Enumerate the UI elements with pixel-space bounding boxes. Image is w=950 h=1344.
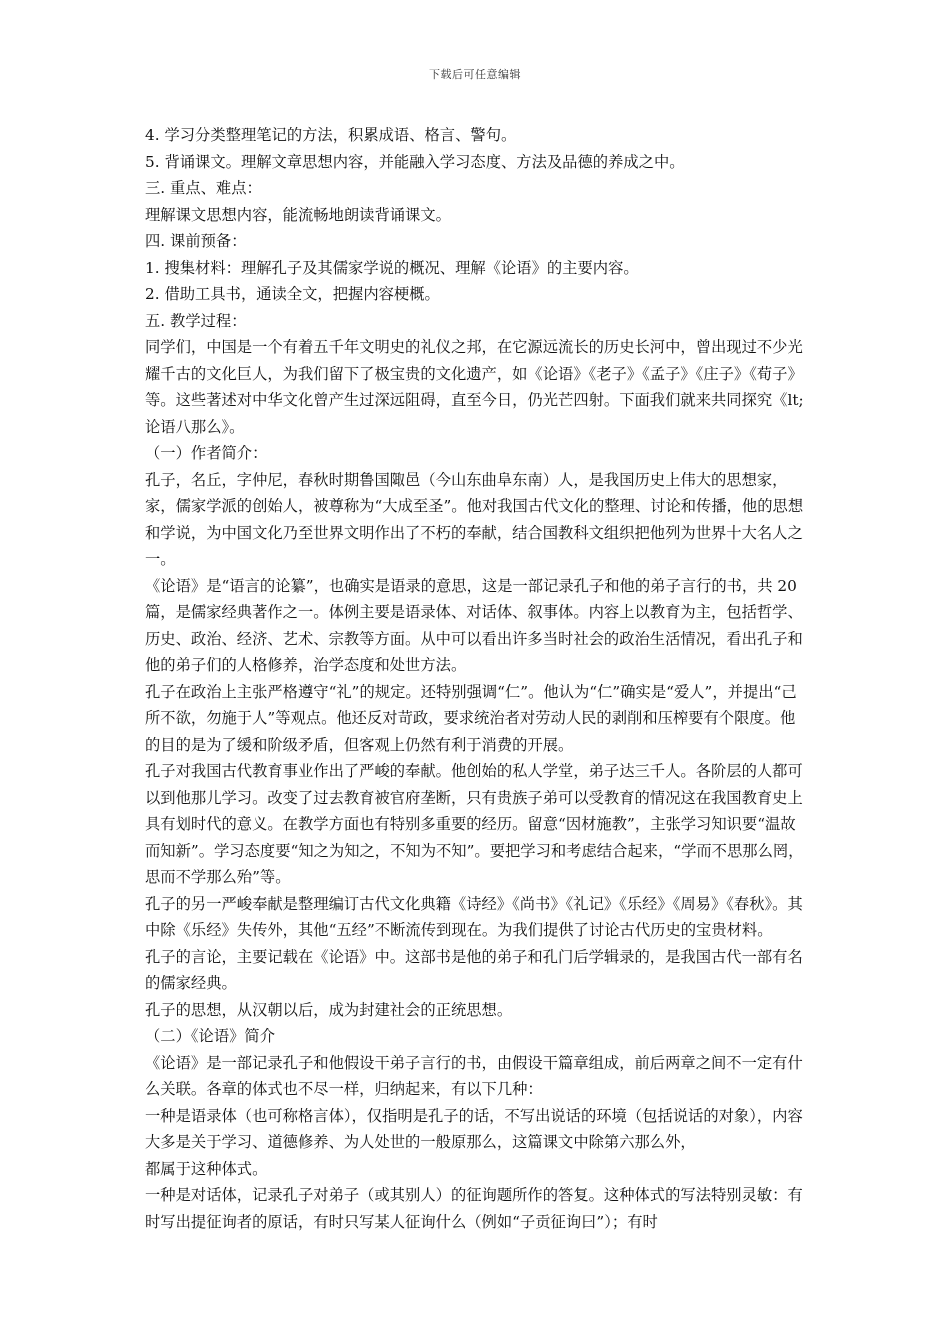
page-header: 下载后可任意编辑 [429,68,521,81]
paragraph: 一种是语录体（也可称格言体），仅指明是孔子的话，不写出说话的环境（包括说话的对象），内容大多是关于学习、道德修养、为人处世的一般原那么，这篇课文中除第六那么外， [145,1106,803,1151]
section-heading-preparation: 四. 课前预备： [145,232,247,250]
paragraph: 孔子的思想，从汉朝以后，成为封建社会的正统思想。 [145,1000,513,1019]
paragraph: 《论语》是一部记录孔子和他假设干弟子言行的书，由假设干篇章组成，前后两章之间不一定有什么关联。各章的体式也不尽一样，归纳起来，有以下几种： [145,1053,803,1098]
paragraph: 孔子的言论，主要记载在《论语》中。这部书是他的弟子和孔门后学辑录的，是我国古代一部有名的儒家经典。 [145,947,803,992]
list-item-4: 4. 学习分类整理笔记的方法，积累成语、格言、警句。 [145,126,517,144]
paragraph: 孔子的另一严峻奉献是整理编订古代文化典籍《诗经》《尚书》《礼记》《乐经》《周易》《春秋》。其中除《乐经》失传外，其他“五经”不断流传到现在。为我们提供了讨论古代历史的宝贵材料。 [145,894,803,939]
paragraph: 理解课文思想内容，能流畅地朗读背诵课文。 [145,205,451,224]
paragraph: 孔子在政治上主张严格遵守“礼”的规定。还特别强调“仁”。他认为“仁”确实是“爱人”，并提出“己所不欲，勿施于人”等观点。他还反对苛政，要求统治者对劳动人民的剥削和压榨要有个限度。他的目的是为了缓和阶级矛盾，但客观上仍然有利于消费的开展。 [145,682,797,754]
paragraph: 《论语》是“语言的论纂”，也确实是语录的意思，这是一部记录孔子和他的弟子言行的书，共 20 篇，是儒家经典著作之一。体例主要是语录体、对话体、叙事体。内容上以教育为主，包括哲学、历史、政治、经济、艺术、宗教等方面。从中可以看出许多当时社会的政治生活情况，看出孔子和他的弟子们的人格修养，治学态度和处世方法。 [145,576,803,674]
list-item-1: 1. 搜集材料：理解孔子及其儒家学说的概况、理解《论语》的主要内容。 [145,258,639,277]
subsection-heading-author: （一）作者简介： [145,444,268,462]
section-heading-teaching-process: 五. 教学过程： [145,311,247,330]
list-item-5: 5. 背诵课文。理解文章思想内容，并能融入学习态度、方法及品德的养成之中。 [145,152,685,171]
paragraph: 都属于这种体式。 [145,1159,268,1178]
paragraph: 孔子，名丘，字仲尼，春秋时期鲁国陬邑（今山东曲阜东南）人，是我国历史上伟大的思想家，家，儒家学派的创始人，被尊称为“大成至圣”。他对我国古代文化的整理、讨论和传播，他的思想和学说，为中国文化乃至世界文明作出了不朽的奉献，结合国教科文组织把他列为世界十大名人之一。 [145,470,804,568]
document-body [145,122,810,1235]
subsection-heading-analects: （二）《论语》简介 [145,1027,276,1045]
paragraph: 同学们，中国是一个有着五千年文明史的礼仪之邦，在它源远流长的历史长河中，曾出现过不少光耀千古的文化巨人，为我们留下了极宝贵的文化遗产，如《论语》《老子》《孟子》《庄子》《荀子》等。这些著述对中华文化曾产生过深远阻碍，直至今日，仍光芒四射。下面我们就来共同探究《lt;论语八那么》。 [145,338,804,436]
paragraph: 孔子对我国古代教育事业作出了严峻的奉献。他创始的私人学堂，弟子达三千人。各阶层的人都可以到他那儿学习。改变了过去教育被官府垄断，只有贵族子弟可以受教育的情况这在我国教育史上具有划时代的意义。在教学方面也有特别多重要的经历。留意“因材施教”，主张学习知识要“温故而知新”。学习态度要“知之为知之，不知为不知”。要把学习和考虑结合起来，“学而不思那么罔，思而不学那么殆”等。 [145,762,804,886]
list-item-2: 2. 借助工具书，通读全文，把握内容梗概。 [145,285,440,303]
paragraph: 一种是对话体，记录孔子对弟子（或其别人）的征询题所作的答复。这种体式的写法特别灵敏：有时写出提征询者的原话，有时只写某人征询什么（例如“子贡征询曰”）；有时 [145,1186,803,1231]
section-heading-key-points: 三. 重点、难点： [145,179,262,197]
